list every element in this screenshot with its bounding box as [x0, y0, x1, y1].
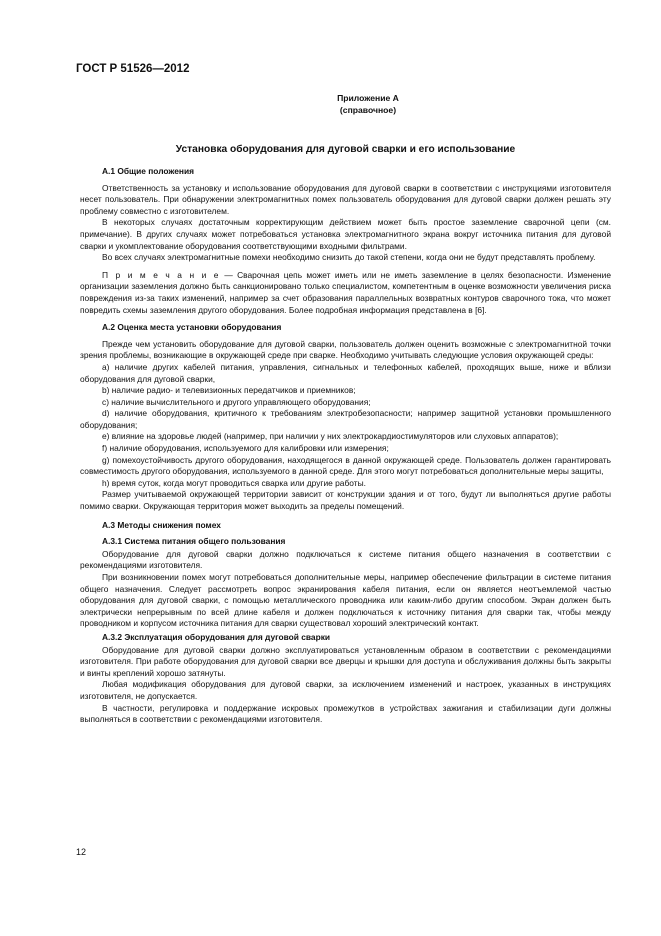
list-item-a: а) наличие других кабелей питания, управления, сигнальных и телефонных кабелей, проходящих выше, ниже и вблизи оборудования для дуговой сварки, [80, 361, 611, 384]
list-item-f: f) наличие оборудования, используемого для калибровки или измерения; [102, 443, 389, 454]
section-a1-paragraph-3: Во всех случаях электромагнитные помехи необходимо снизить до такой степени, когда они не будут представлять проблему. [102, 252, 596, 263]
list-item-e: e) влияние на здоровье людей (например, при наличии у них электрокардиостимуляторов или слуховых аппаратов); [102, 431, 559, 442]
subsection-a32-heading: А.3.2 Эксплуатация оборудования для дуговой сварки [102, 631, 331, 642]
subsection-a31-heading: А.3.1 Система питания общего пользования [102, 536, 286, 547]
document-title: Установка оборудования для дуговой сварки и его использование [175, 144, 516, 155]
list-item-c: c) наличие вычислительного и другого управляющего оборудования; [102, 396, 371, 407]
section-a3-heading: А.3 Методы снижения помех [102, 519, 221, 530]
subsection-a32-paragraph-2: Любая модификация оборудования для дуговой сварки, за исключением изменений и настроек, указанных в инструкциях изготовителя, не допускается. [80, 679, 611, 701]
section-a2-heading: А.2 Оценка места установки оборудования [102, 322, 282, 333]
list-item-b: b) наличие радио- и телевизионных передатчиков и приемников; [102, 385, 356, 396]
list-item-g: g) помехоустойчивость другого оборудования, находящегося в данной окружающей среде. Пользователь должен гарантировать совместимость другого оборудования, используемого в данной среде. Для этого могут потребоваться дополнительные меры защиты, [80, 454, 611, 477]
section-a1-note [80, 270, 611, 316]
annex-label: Приложение А [337, 93, 399, 103]
subsection-a32-paragraph-1: Оборудование для дуговой сварки должно эксплуатироваться установленным образом в соответствии с рекомендациями изготовителя. При работе оборудования для дуговой сварки все дверцы и крышки для доступа и обслуживания должны быть закрыты и винты креплений хорошо затянуты. [80, 644, 611, 678]
section-a2-closing: Размер учитываемой окружающей территории зависит от конструкции здания и от того, будут ли выполняться другие работы помимо сварки. Окружающая территория может выходить за пределы помещений. [80, 489, 611, 512]
list-item-d: d) наличие оборудования, критичного к требованиям электробезопасности; например защитной установки промышленного оборудования; [80, 408, 611, 430]
list-item-h: h) время суток, когда могут проводиться сварка или другие работы. [102, 477, 366, 488]
subsection-a32-paragraph-3: В частности, регулировка и поддержание искровых промежутков в устройствах зажигания и стабилизации дуги должны выполняться в соответствии с рекомендациями изготовителя. [80, 702, 611, 725]
section-a1-paragraph-1: Ответственность за установку и использование оборудования для дуговой сварки в соответствии с инструкциями изготовителя несет пользователь. При обнаружении электромагнитных помех пользователь оборудования для дуговой сварки должен решать эту проблему совместно с изготовителем. [80, 182, 611, 216]
subsection-a31-paragraph-1: Оборудование для дуговой сварки должно подключаться к системе питания общего назначения в соответствии с рекомендациями изготовителя. [80, 548, 611, 571]
page-number: 12 [76, 847, 87, 857]
section-a1-heading: А.1 Общие положения [102, 166, 195, 176]
note-text: — Сварочная цепь может иметь или не иметь заземление в целях безопасности. Изменение организации заземления должно быть санкционировано только специалистом, компетентным в оценке возможности увеличения риска повреждения из-за таких изменений, например за счет образования параллельных возвратных контуров сварочного тока, что может повредить схемы заземления другого оборудования. Более подробная информация представлена в [6]. [80, 269, 611, 315]
note-label: П р и м е ч а н и е [102, 269, 221, 280]
annex-type: (справочное) [339, 105, 397, 115]
section-a1-paragraph-2: В некоторых случаях достаточным корректирующим действием может быть простое заземление сварочной цепи (см. примечание). В других случаях может потребоваться установка электромагнитного экрана вокруг источника питания для дуговой сварки и укомплектование оборудования соответствующими входными фильтрами. [80, 217, 611, 251]
standard-number: ГОСТ Р 51526—2012 [76, 63, 190, 75]
section-a2-intro: Прежде чем установить оборудование для дуговой сварки, пользователь должен оценить возможные с электромагнитной точки зрения проблемы, возникающие в окружающей среде при сварке. Необходимо учитывать следующие условия окружающей среды: [80, 338, 611, 361]
subsection-a31-paragraph-2: При возникновении помех могут потребоваться дополнительные меры, например обеспечение фильтрации в системе питания общего назначения. Следует рассмотреть вопрос экранирования кабеля питания, если он является неотъемлемой частью оборудования для дуговой сварки, с помощью металлического проводника или каким-либо другим способом. Экран должен быть электрически непрерывным по всей длине кабеля и должен подключаться к источнику питания для сварки так, чтобы между проводником и корпусом источника питания для сварки существовал хороший электрический контакт. [80, 572, 611, 629]
